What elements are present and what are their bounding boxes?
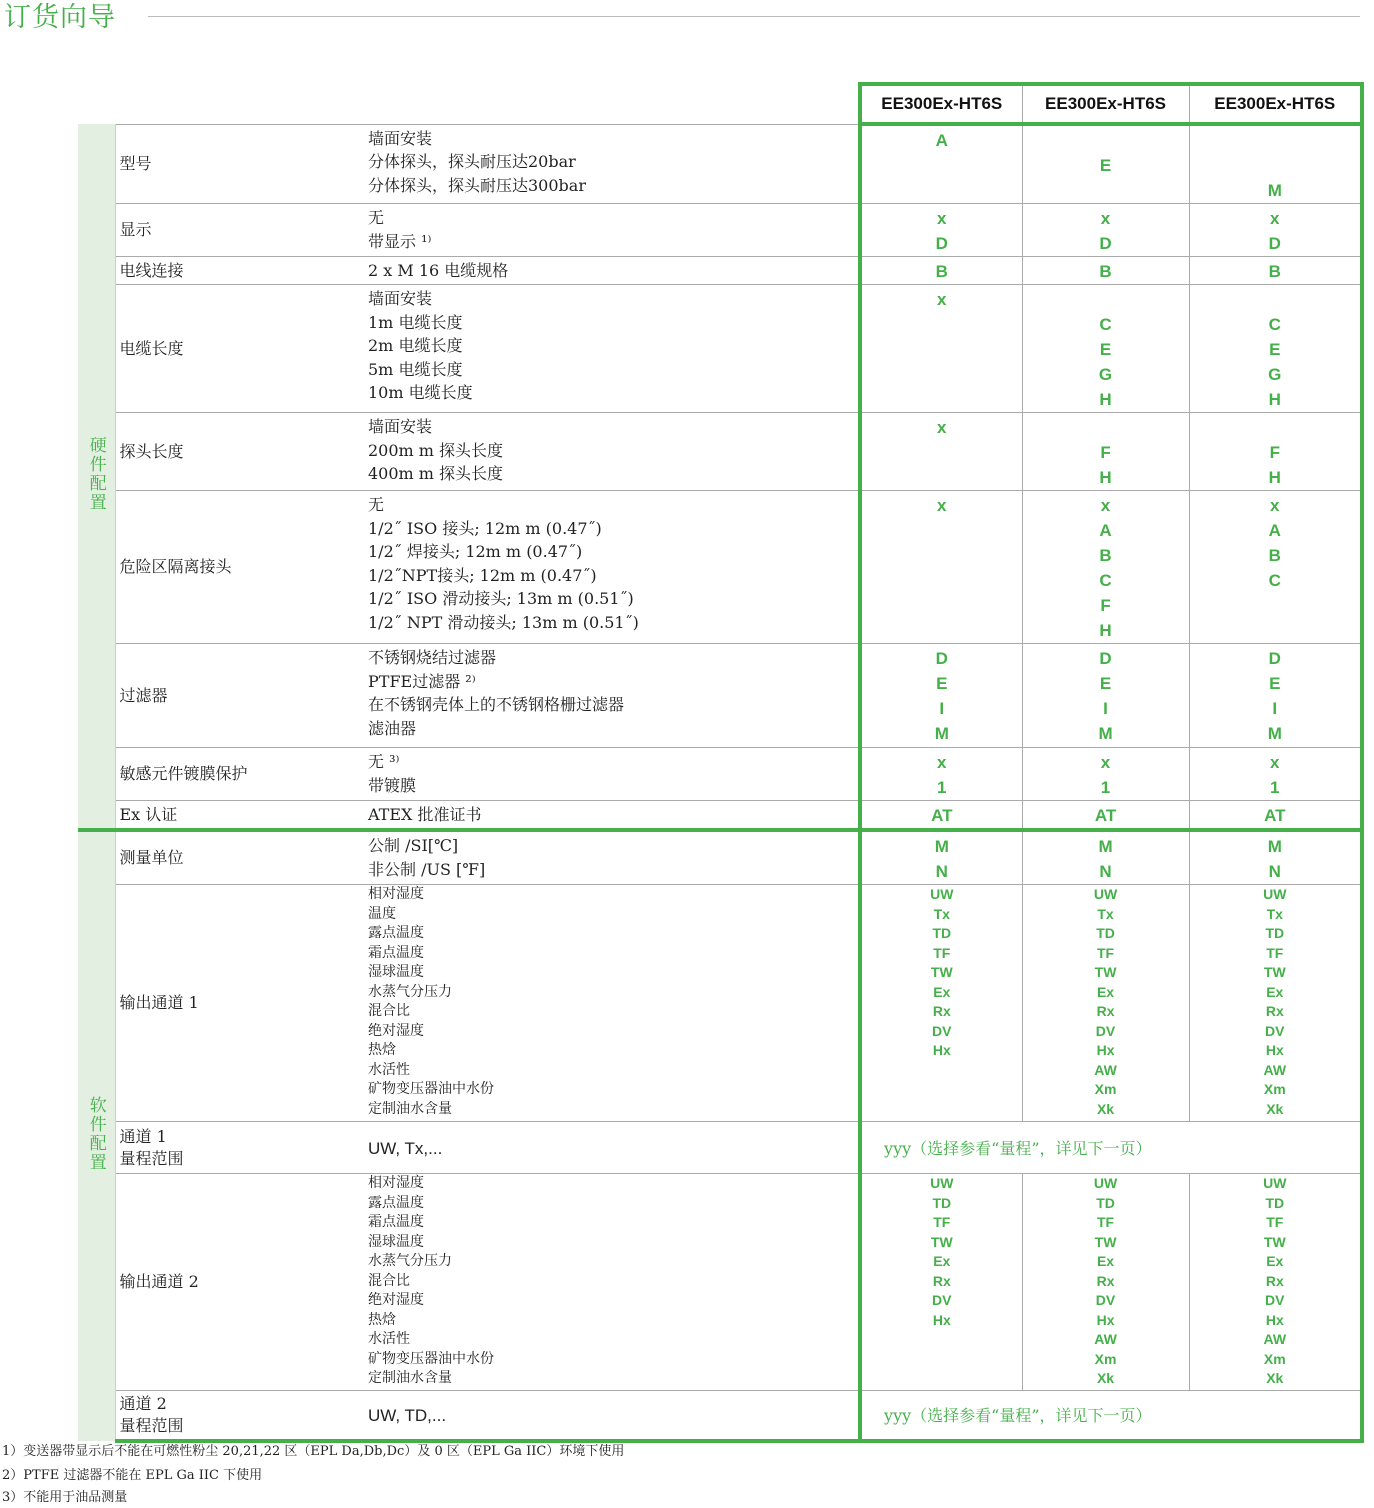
code-cell: B bbox=[860, 257, 1022, 285]
code-cell: UW TD TF TW Ex Rx DV Hx AW Xm Xk bbox=[1022, 1174, 1189, 1391]
code-cell: AT bbox=[1189, 801, 1362, 831]
code-cell: B bbox=[1022, 257, 1189, 285]
code-cell: E bbox=[1022, 124, 1189, 204]
table-row bbox=[78, 1122, 1362, 1174]
table-row bbox=[78, 413, 1362, 491]
title-divider bbox=[148, 16, 1360, 17]
code-cell: UW TD TF TW Ex Rx DV Hx AW Xm Xk bbox=[1189, 1174, 1362, 1391]
group-label-software: 软件配置 bbox=[78, 830, 115, 1441]
code-cell: F H bbox=[1022, 413, 1189, 491]
code-cell: D E I M bbox=[1022, 644, 1189, 748]
row-options: 无 带显示 ¹⁾ bbox=[368, 204, 860, 257]
table-row bbox=[78, 1391, 1362, 1441]
code-cell: M N bbox=[860, 830, 1022, 885]
code-cell: B bbox=[1189, 257, 1362, 285]
row-name: 输出通道 1 bbox=[115, 885, 368, 1122]
table-header bbox=[78, 84, 1362, 124]
code-cell: x D bbox=[1022, 204, 1189, 257]
row-options: 公制 /SI[℃] 非公制 /US [℉] bbox=[368, 830, 860, 885]
row-name: 通道 2 量程范围 bbox=[115, 1391, 368, 1441]
group-label-hardware: 硬件配置 bbox=[78, 124, 115, 830]
code-cell: M N bbox=[1022, 830, 1189, 885]
code-cell: D E I M bbox=[1189, 644, 1362, 748]
row-name: 电线连接 bbox=[115, 257, 368, 285]
row-options: 墙面安装 200m m 探头长度 400m m 探头长度 bbox=[368, 413, 860, 491]
page-title: 订货向导 bbox=[4, 2, 116, 33]
code-cell: x bbox=[860, 285, 1022, 413]
code-cell: x bbox=[860, 413, 1022, 491]
table-row bbox=[78, 257, 1362, 285]
row-name: 显示 bbox=[115, 204, 368, 257]
code-cell: x 1 bbox=[1189, 748, 1362, 801]
row-name: 测量单位 bbox=[115, 830, 368, 885]
row-options: UW, Tx,... bbox=[368, 1122, 860, 1174]
code-cell: AT bbox=[860, 801, 1022, 831]
row-options: 2 x M 16 电缆规格 bbox=[368, 257, 860, 285]
row-name: 过滤器 bbox=[115, 644, 368, 748]
range-note: yyy（选择参看“量程”，详见下一页） bbox=[860, 1122, 1362, 1174]
column-header-2: EE300Ex-HT6S bbox=[1022, 84, 1189, 124]
code-cell: A bbox=[860, 124, 1022, 204]
code-cell: C E G H bbox=[1189, 285, 1362, 413]
code-cell: x A B C F H bbox=[1022, 491, 1189, 644]
code-cell: M bbox=[1189, 124, 1362, 204]
code-cell: x A B C bbox=[1189, 491, 1362, 644]
row-name: 敏感元件镀膜保护 bbox=[115, 748, 368, 801]
row-name: 输出通道 2 bbox=[115, 1174, 368, 1391]
row-name: 型号 bbox=[115, 124, 368, 204]
code-cell: UW Tx TD TF TW Ex Rx DV Hx AW Xm Xk bbox=[1189, 885, 1362, 1122]
code-cell: C E G H bbox=[1022, 285, 1189, 413]
footnote-1: 1）变送器带显示后不能在可燃性粉尘 20,21,22 区（EPL Da,Db,Dc）及 0 区（EPL Ga IIC）环境下使用 bbox=[2, 1444, 625, 1459]
row-options: 墙面安装 分体探头，探头耐压达20bar 分体探头，探头耐压达300bar bbox=[368, 124, 860, 204]
footnote-2: 2）PTFE 过滤器不能在 EPL Ga IIC 下使用 bbox=[2, 1468, 263, 1483]
row-options: 墙面安装 1m 电缆长度 2m 电缆长度 5m 电缆长度 10m 电缆长度 bbox=[368, 285, 860, 413]
column-header-1: EE300Ex-HT6S bbox=[860, 84, 1022, 124]
table-row bbox=[78, 124, 1362, 204]
table-row bbox=[78, 885, 1362, 1122]
code-cell: x 1 bbox=[1022, 748, 1189, 801]
row-options: 相对湿度 露点温度 霜点温度 湿球温度 水蒸气分压力 混合比 绝对湿度 热焓 水活性 矿物变压器油中水份 定制油水含量 bbox=[368, 1174, 860, 1391]
row-options: 相对湿度 温度 露点温度 霜点温度 湿球温度 水蒸气分压力 混合比 绝对湿度 热焓 水活性 矿物变压器油中水份 定制油水含量 bbox=[368, 885, 860, 1122]
code-cell: D E I M bbox=[860, 644, 1022, 748]
row-name: 电缆长度 bbox=[115, 285, 368, 413]
column-header-3: EE300Ex-HT6S bbox=[1189, 84, 1362, 124]
row-options: 无 1/2˝ ISO 接头; 12m m (0.47˝) 1/2˝ 焊接头; 12m m (0.47˝) 1/2˝NPT接头; 12m m (0.47˝) 1/2˝ ISO 滑动接头; 13m m (0.51˝) 1/2˝ NPT 滑动接头; 13m m (0.51˝) bbox=[368, 491, 860, 644]
row-name: 通道 1 量程范围 bbox=[115, 1122, 368, 1174]
code-cell: UW Tx TD TF TW Ex Rx DV Hx bbox=[860, 885, 1022, 1122]
row-options: ATEX 批准证书 bbox=[368, 801, 860, 831]
code-cell: M N bbox=[1189, 830, 1362, 885]
table-row bbox=[78, 491, 1362, 644]
order-guide-table bbox=[78, 82, 1364, 1443]
row-options: UW, TD,... bbox=[368, 1391, 860, 1441]
code-cell: AT bbox=[1022, 801, 1189, 831]
table-row bbox=[78, 1174, 1362, 1391]
table-row bbox=[78, 285, 1362, 413]
row-name: Ex 认证 bbox=[115, 801, 368, 831]
row-options: 无 ³⁾ 带镀膜 bbox=[368, 748, 860, 801]
code-cell: x bbox=[860, 491, 1022, 644]
table-row bbox=[78, 644, 1362, 748]
code-cell: x 1 bbox=[860, 748, 1022, 801]
code-cell: x D bbox=[1189, 204, 1362, 257]
code-cell: x D bbox=[860, 204, 1022, 257]
row-name: 探头长度 bbox=[115, 413, 368, 491]
table-row bbox=[78, 748, 1362, 801]
table-row bbox=[78, 830, 1362, 885]
row-options: 不锈钢烧结过滤器 PTFE过滤器 ²⁾ 在不锈钢壳体上的不锈钢格栅过滤器 滤油器 bbox=[368, 644, 860, 748]
footnote-3: 3）不能用于油品测量 bbox=[2, 1490, 128, 1505]
table-row bbox=[78, 204, 1362, 257]
table-row bbox=[78, 801, 1362, 831]
code-cell: UW TD TF TW Ex Rx DV Hx bbox=[860, 1174, 1022, 1391]
row-name: 危险区隔离接头 bbox=[115, 491, 368, 644]
range-note: yyy（选择参看“量程”，详见下一页） bbox=[860, 1391, 1362, 1441]
code-cell: UW Tx TD TF TW Ex Rx DV Hx AW Xm Xk bbox=[1022, 885, 1189, 1122]
code-cell: F H bbox=[1189, 413, 1362, 491]
